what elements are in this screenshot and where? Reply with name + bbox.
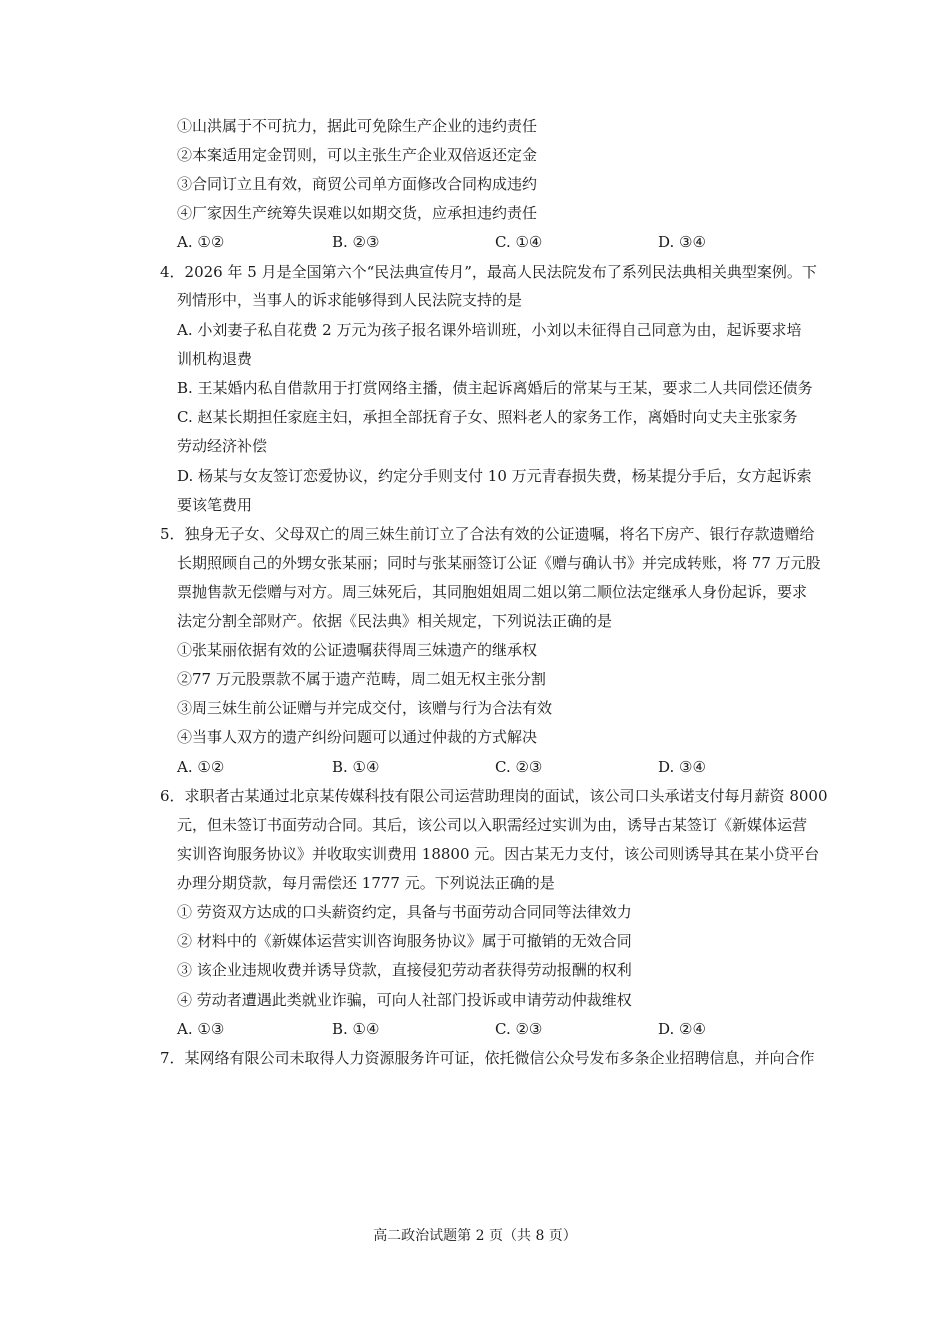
q3-option-a: A. ①② bbox=[177, 233, 225, 251]
q5-statement-4: ④当事人双方的遗产纠纷问题可以通过仲裁的方式解决 bbox=[177, 728, 538, 746]
q6-option-b: B. ①④ bbox=[332, 1020, 380, 1038]
q5-statement-2: ②77 万元股票款不属于遗产范畴，周二姐无权主张分割 bbox=[177, 670, 546, 688]
q4-option-a-line-1: A. 小刘妻子私自花费 2 万元为孩子报名课外培训班，小刘以未征得自己同意为由，起诉要求培 bbox=[177, 321, 802, 339]
q5-stem-line-4: 法定分割全部财产。依据《民法典》相关规定，下列说法正确的是 bbox=[177, 612, 613, 630]
page-footer: 高二政治试题第 2 页（共 8 页） bbox=[373, 1228, 577, 1244]
q6-statement-2: ② 材料中的《新媒体运营实训咨询服务协议》属于可撤销的无效合同 bbox=[177, 932, 632, 950]
q6-option-a: A. ①③ bbox=[177, 1020, 225, 1038]
q5-options bbox=[177, 757, 757, 777]
q4-option-d-line-2: 要该笔费用 bbox=[177, 496, 253, 514]
q6-statement-4: ④ 劳动者遭遇此类就业诈骗，可向人社部门投诉或申请劳动仲裁维权 bbox=[177, 991, 632, 1009]
q4-option-d-line-1: D. 杨某与女友签订恋爱协议，约定分手则支付 10 万元青春损失费，杨某提分手后，女方起诉索 bbox=[177, 467, 812, 485]
q5-option-c: C. ②③ bbox=[495, 758, 543, 776]
q5-option-b: B. ①④ bbox=[332, 758, 380, 776]
q3-statement-1: ①山洪属于不可抗力，据此可免除生产企业的违约责任 bbox=[177, 117, 538, 135]
q4-option-b: B. 王某婚内私自借款用于打赏网络主播，债主起诉离婚后的常某与王某，要求二人共同偿还债务 bbox=[177, 379, 813, 397]
q4-option-c-line-2: 劳动经济补偿 bbox=[177, 437, 268, 455]
q6-stem-line-2: 元，但未签订书面劳动合同。其后，该公司以入职需经过实训为由，诱导古某签订《新媒体运营 bbox=[177, 816, 808, 834]
q3-option-b: B. ②③ bbox=[332, 233, 380, 251]
q5-option-d: D. ③④ bbox=[658, 758, 706, 776]
q6-option-d: D. ②④ bbox=[658, 1020, 706, 1038]
q5-stem-line-2: 长期照顾自己的外甥女张某丽；同时与张某丽签订公证《赠与确认书》并完成转账，将 77 万元股 bbox=[177, 554, 821, 572]
q5-statement-1: ①张某丽依据有效的公证遗嘱获得周三妹遗产的继承权 bbox=[177, 641, 538, 659]
q3-options bbox=[177, 232, 757, 252]
q6-stem-line-1: 6．求职者古某通过北京某传媒科技有限公司运营助理岗的面试，该公司口头承诺支付每月薪资 8000 bbox=[160, 787, 828, 805]
q4-stem-line-2: 列情形中，当事人的诉求能够得到人民法院支持的是 bbox=[177, 291, 523, 309]
q4-option-c-line-1: C. 赵某长期担任家庭主妇，承担全部抚育子女、照料老人的家务工作，离婚时向丈夫主张家务 bbox=[177, 408, 798, 426]
q3-option-c: C. ①④ bbox=[495, 233, 543, 251]
q6-options bbox=[177, 1019, 757, 1039]
q4-option-a-line-2: 训机构退费 bbox=[177, 350, 253, 368]
q3-statement-4: ④厂家因生产统筹失误难以如期交货，应承担违约责任 bbox=[177, 204, 538, 222]
q6-statement-3: ③ 该企业违规收费并诱导贷款，直接侵犯劳动者获得劳动报酬的权利 bbox=[177, 961, 632, 979]
q7-stem-line-1: 7．某网络有限公司未取得人力资源服务许可证，依托微信公众号发布多条企业招聘信息，并向合作 bbox=[160, 1049, 815, 1067]
q4-stem-line-1: 4．2026 年 5 月是全国第六个“民法典宣传月”，最高人民法院发布了系列民法典相关典型案例。下 bbox=[160, 263, 817, 281]
q3-statement-2: ②本案适用定金罚则，可以主张生产企业双倍返还定金 bbox=[177, 146, 538, 164]
q6-stem-line-4: 办理分期贷款，每月需偿还 1777 元。下列说法正确的是 bbox=[177, 874, 555, 892]
q5-stem-line-3: 票抛售款无偿赠与对方。周三妹死后，其同胞姐姐周二姐以第二顺位法定继承人身份起诉，要求 bbox=[177, 583, 808, 601]
q3-statement-3: ③合同订立且有效，商贸公司单方面修改合同构成违约 bbox=[177, 175, 538, 193]
q5-option-a: A. ①② bbox=[177, 758, 225, 776]
q5-stem-line-1: 5．独身无子女、父母双亡的周三妹生前订立了合法有效的公证遗嘱，将名下房产、银行存款遗赠给 bbox=[160, 525, 815, 543]
q6-statement-1: ① 劳资双方达成的口头薪资约定，具备与书面劳动合同同等法律效力 bbox=[177, 903, 632, 921]
q6-option-c: C. ②③ bbox=[495, 1020, 543, 1038]
q5-statement-3: ③周三妹生前公证赠与并完成交付，该赠与行为合法有效 bbox=[177, 699, 553, 717]
q3-option-d: D. ③④ bbox=[658, 233, 706, 251]
q6-stem-line-3: 实训咨询服务协议》并收取实训费用 18800 元。因古某无力支付，该公司则诱导其在某小贷平台 bbox=[177, 845, 820, 863]
